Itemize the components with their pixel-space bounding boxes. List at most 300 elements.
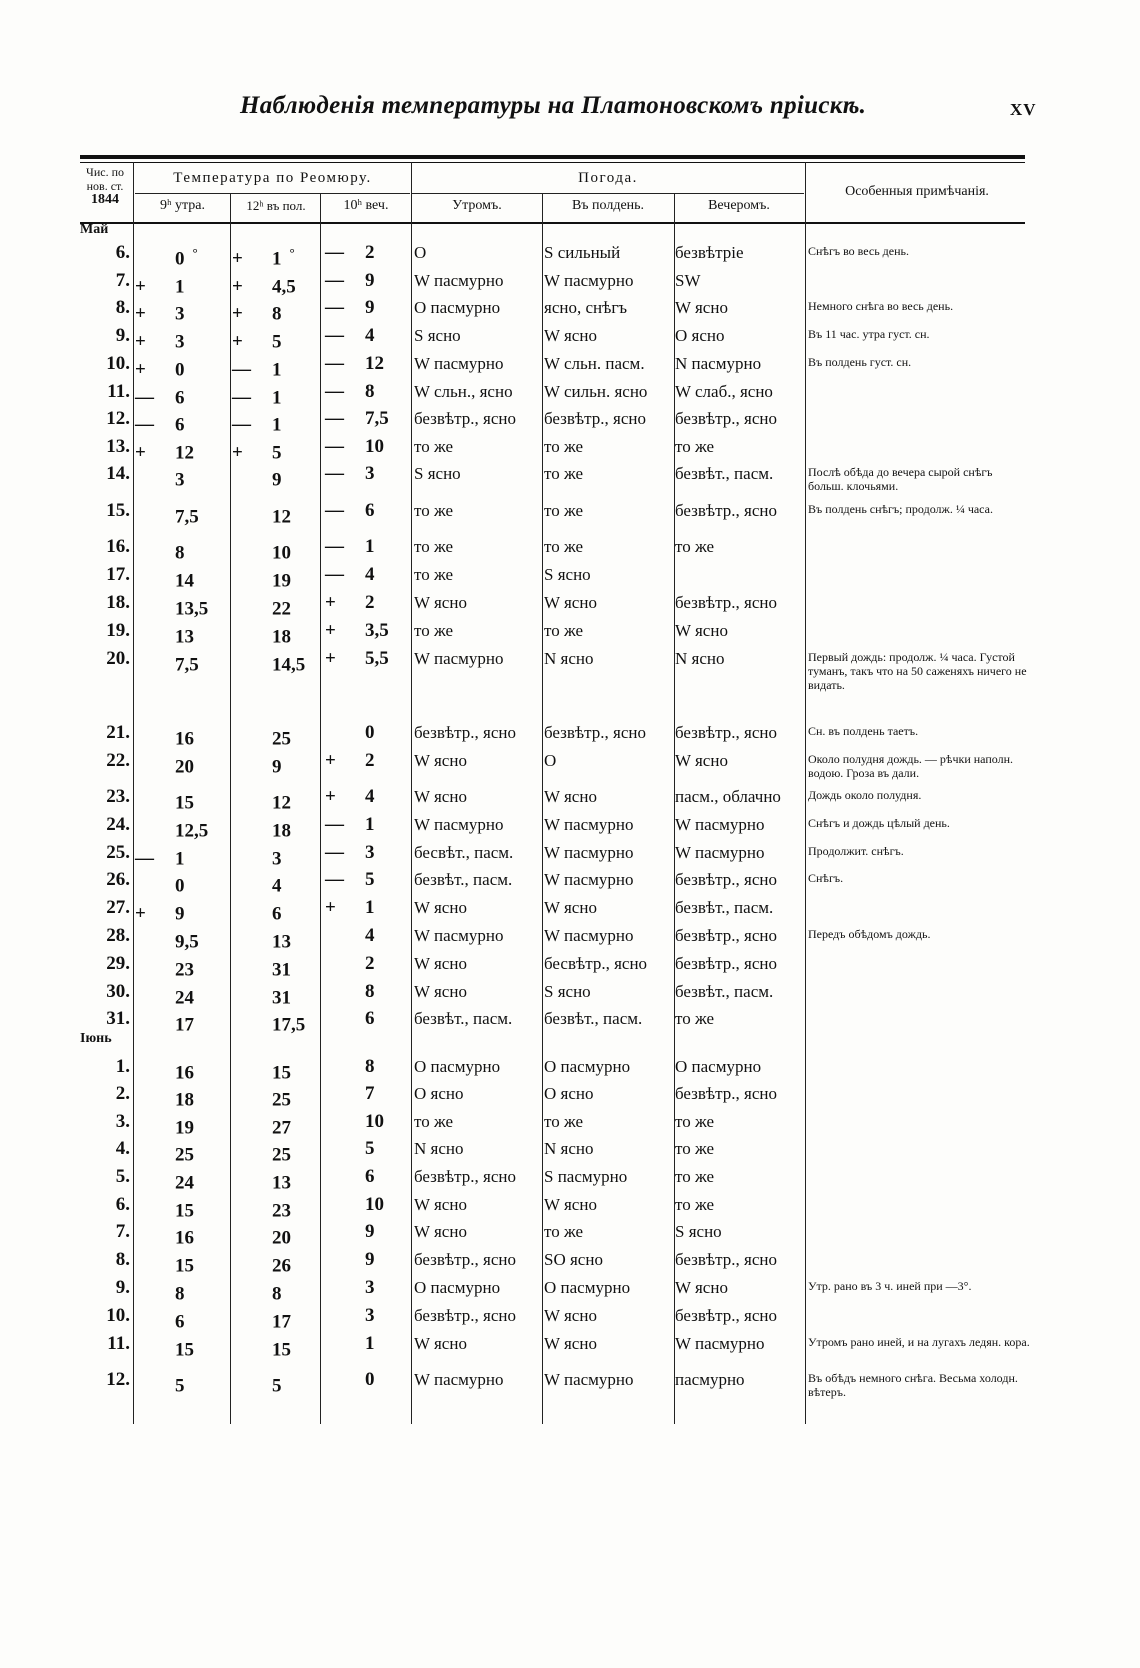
weather-noon-cell: W ясно [544,1334,597,1353]
weather-noon-cell: O ясно [544,1084,594,1103]
temp-cell [232,463,320,491]
weather-evening-cell: безвѣтр., ясно [675,926,777,945]
temp-sign: + [135,442,146,464]
temp-cell [232,648,320,676]
temp-value: 6 [175,414,185,436]
temp-value: 13 [272,931,291,953]
weather-morning-cell: безвѣт., пасм. [414,870,513,889]
temp-sign: — [232,414,251,436]
temp-sign: — [325,381,344,402]
temp-cell [135,463,230,491]
note-cell: Послѣ обѣда до вечера сырой снѣгъ больш. клочьями. [808,465,993,493]
weather-evening-cell: то же [675,1167,715,1186]
temp-value: 12 [272,506,291,528]
temp-value: 20 [272,1227,291,1249]
temp-cell [325,297,410,319]
temp-cell [232,1166,320,1194]
temp-value: 12 [175,442,194,464]
temp-sign: — [325,814,344,835]
temp-cell [135,297,230,325]
temp-cell [135,1008,230,1036]
weather-evening-cell: безвѣтр., ясно [675,1250,777,1269]
weather-morning-cell: безвѣтр., ясно [414,723,516,742]
temp-cell [135,1056,230,1084]
temp-cell [232,592,320,620]
temp-cell [232,722,320,750]
day-cell: 9. [115,325,130,346]
note-cell: Дождь около полудня. [808,788,922,802]
weather-noon-cell: W пасмурно [544,815,634,834]
weather-noon-cell: то же [544,1222,584,1241]
weather-noon-cell: S сильный [544,243,621,262]
temp-sign: — [325,353,344,374]
running-head: Наблюденія температуры на Платоновскомъ пріискѣ. [240,92,867,119]
col-divider [320,193,321,1424]
temp-sign: — [325,325,344,346]
day-cell: 23. [106,786,130,807]
temp-value: 6 [272,903,282,925]
temp-cell [325,925,410,947]
temp-value: 0 [175,359,185,381]
temp-sign: — [325,564,344,585]
note-cell: Около полудня дождь. — рѣчки наполн. водою. Гроза въ дали. [808,752,1014,780]
weather-noon-cell: ясно, снѣгъ [544,298,628,317]
weather-morning-cell: W пасмурно [414,815,504,834]
weather-morning-cell: W ясно [414,751,467,770]
w-morning-header: Утромъ. [452,198,502,213]
temp-value: 16 [175,1227,194,1249]
temp-cell [325,1194,410,1216]
weather-evening-cell: O пасмурно [675,1057,762,1076]
weather-noon-cell: W пасмурно [544,843,634,862]
temp-value: 8 [175,542,185,564]
temp-value: 17 [175,1014,194,1036]
temp-value: 9 [365,270,375,291]
temp-value: 22 [272,598,291,620]
temp-cell [135,925,230,953]
day-cell: 5. [115,1166,130,1187]
temp-value: 9 [272,756,282,778]
temp-cell [135,242,230,270]
temp-value: 4 [365,925,375,946]
temp-cell [232,1138,320,1166]
day-cell: 30. [106,981,130,1002]
temp-sign: — [325,536,344,557]
temp-cell [135,500,230,528]
temp-sign: + [135,276,146,298]
weather-morning-cell: N ясно [414,1139,464,1158]
day-cell: 13. [106,436,130,457]
temp-cell [232,564,320,592]
temp-value: 16 [175,1062,194,1084]
weather-morning-cell: W пасмурно [414,649,504,668]
temp-value: 9 [365,1249,375,1270]
temp-cell [135,981,230,1009]
weather-noon-cell: W сильн. ясно [544,382,648,401]
temp-value: 23 [272,1200,291,1222]
temp-cell [232,1083,320,1111]
weather-evening-cell: W ясно [675,621,728,640]
note-cell: Сн. въ полдень таетъ. [808,724,919,738]
weather-morning-cell: W пасмурно [414,1370,504,1389]
temp-cell [325,1249,410,1271]
day-cell: 12. [106,1369,130,1390]
day-cell: 19. [106,620,130,641]
col-divider [542,193,543,1424]
weather-evening-cell: безвѣтр., ясно [675,723,777,742]
weather-morning-cell: W ясно [414,1195,467,1214]
temp-value: 20 [175,756,194,778]
temp-value: 3 [175,469,185,491]
col-divider [230,193,231,1424]
temp-value: 8 [365,381,375,402]
temp-value: 9 [365,297,375,318]
temp-value: 6 [175,387,185,409]
temp-cell [325,1138,410,1160]
degree-sign: ° [289,245,295,260]
temp-cell [135,381,230,409]
temp-sign: — [325,408,344,429]
temp-value: 25 [272,1144,291,1166]
weather-morning-cell: безвѣт., пасм. [414,1009,513,1028]
day-cell: 11. [107,381,130,402]
weather-evening-cell: безвѣтр., ясно [675,954,777,973]
temp-cell [135,1249,230,1277]
day-cell: 25. [106,842,130,863]
temp-cell [135,722,230,750]
weather-morning-cell: то же [414,565,454,584]
temp-cell [232,786,320,814]
temp-cell [325,1369,410,1391]
temp-cell [325,536,410,558]
temp-sign: — [325,436,344,457]
temp-sign: + [325,648,336,669]
temp-cell [232,842,320,870]
weather-morning-cell: то же [414,501,454,520]
day-cell: 27. [106,897,130,918]
day-cell: 28. [106,925,130,946]
temp-value: 19 [272,570,291,592]
temp-sign: — [135,387,154,409]
temp-value: 6 [365,500,375,521]
temp-value: 15 [272,1062,291,1084]
weather-evening-cell: W пасмурно [675,843,765,862]
w-noon-header: Въ полдень. [571,198,645,213]
weather-subheader-rule [412,193,804,194]
weather-evening-cell: то же [675,537,715,556]
degree-sign: ° [192,245,198,260]
temp-value: 16 [175,728,194,750]
temp-value: 15 [175,1339,194,1361]
temp-sign: — [325,463,344,484]
temp-value: 1 [175,848,185,870]
note-cell: Передъ обѣдомъ дождь. [808,927,931,941]
temp-sign: — [232,359,251,381]
temp-cell [232,353,320,381]
temp-cell [325,1166,410,1188]
day-cell: 8. [115,297,130,318]
temp-value: 2 [365,242,375,263]
weather-morning-cell: W ясно [414,593,467,612]
note-cell: Въ полдень густ. сн. [808,355,912,369]
note-cell: Въ 11 час. утра густ. сн. [808,327,930,341]
day-cell: 4. [115,1138,130,1159]
temp-sign: — [135,848,154,870]
temp-cell [232,1221,320,1249]
temp-cell [325,750,410,772]
temp-value: 8 [175,1283,185,1305]
temp-cell [232,297,320,325]
temp-sign: + [232,331,243,353]
temp-value: 3 [175,331,185,353]
weather-morning-cell: то же [414,621,454,640]
day-cell: 21. [106,722,130,743]
weather-evening-cell: безвѣт., пасм. [675,898,774,917]
temp-sign: — [135,414,154,436]
weather-evening-cell: безвѣтр., ясно [675,1306,777,1325]
temp-cell [325,722,410,744]
temp-cell [232,869,320,897]
day-cell: 11. [107,1333,130,1354]
temp-cell [232,381,320,409]
weather-evening-cell: S ясно [675,1222,722,1241]
day-cell: 24. [106,814,130,835]
notes-header: Особенныя примѣчанія. [845,184,989,199]
temp-sign: + [232,276,243,298]
temp-cell [325,1221,410,1243]
temp-cell [232,1056,320,1084]
temp-value: 12 [365,353,384,374]
temp-cell [135,1333,230,1361]
weather-morning-cell: безвѣтр., ясно [414,409,516,428]
date-col-line3: 1844 [91,192,119,207]
temp-value: 13 [175,626,194,648]
temp-value: 17 [272,1311,291,1333]
weather-morning-cell: W пасмурно [414,354,504,373]
weather-evening-cell: безвѣтріе [675,243,744,262]
weather-noon-cell: то же [544,437,584,456]
temp-cell [135,897,230,925]
day-cell: 31. [106,1008,130,1029]
temp-sign: — [232,387,251,409]
temp-value: 12 [272,792,291,814]
temp-value: 3 [365,1277,375,1298]
temp-cell [232,1277,320,1305]
temp-value: 9 [365,1221,375,1242]
weather-morning-cell: то же [414,1112,454,1131]
temp-cell [232,536,320,564]
temp-cell [232,981,320,1009]
weather-noon-cell: W ясно [544,898,597,917]
weather-evening-cell: то же [675,1009,715,1028]
note-cell: Первый дождь: продолж. ¼ часа. Густой туманъ, такъ что на 50 саженяхъ ничего не видать. [808,650,1027,692]
weather-morning-cell: безвѣтр., ясно [414,1167,516,1186]
temperature-subheader-rule [135,193,410,194]
weather-evening-cell: безвѣт., пасм. [675,982,774,1001]
weather-evening-cell: SW [675,271,701,290]
temp-value: 4 [365,564,375,585]
weather-group-header: Погода. [578,170,638,186]
weather-morning-cell: то же [414,537,454,556]
temp-cell [135,953,230,981]
temp-value: 13 [272,1172,291,1194]
temp-cell [325,500,410,522]
temp-value: 0 [175,248,185,270]
temp-cell [325,463,410,485]
table-top-rule [80,155,1025,159]
note-cell: Продолжит. снѣгъ. [808,844,904,858]
weather-morning-cell: O пасмурно [414,1057,501,1076]
temp-value: 24 [175,1172,194,1194]
weather-morning-cell: O ясно [414,1084,464,1103]
temp-cell [135,564,230,592]
temp-value: 1 [272,387,282,409]
note-cell: Немного снѣга во весь день. [808,299,954,313]
t-evening-header: 10ʰ веч. [343,198,389,213]
temp-cell [325,564,410,586]
temp-sign: — [325,500,344,521]
temp-cell [232,270,320,298]
day-cell: 10. [106,353,130,374]
page-number: XV [1010,100,1037,119]
temp-value: 24 [175,987,194,1009]
temp-value: 10 [365,1111,384,1132]
temp-cell [232,750,320,778]
temp-cell [325,1083,410,1105]
weather-evening-cell: безвѣтр., ясно [675,593,777,612]
temp-value: 1 [365,536,375,557]
temp-sign: — [325,297,344,318]
temp-value: 5 [175,1375,185,1397]
temp-value: 12,5 [175,820,209,842]
temp-cell [232,500,320,528]
weather-noon-cell: безвѣтр., ясно [544,409,646,428]
temp-cell [325,408,410,430]
day-cell: 17. [106,564,130,585]
weather-morning-cell: безвѣтр., ясно [414,1250,516,1269]
day-cell: 12. [106,408,130,429]
temp-value: 6 [365,1008,375,1029]
temp-cell [232,1369,320,1397]
temp-value: 6 [175,1311,185,1333]
temp-value: 3,5 [365,620,389,641]
temp-cell [135,1194,230,1222]
temp-sign: + [325,897,336,918]
temp-sign: — [325,869,344,890]
temp-value: 15 [272,1339,291,1361]
day-cell: 3. [115,1111,130,1132]
temp-cell [325,353,410,375]
weather-noon-cell: то же [544,1112,584,1131]
weather-evening-cell: безвѣтр., ясно [675,501,777,520]
temp-value: 6 [365,1166,375,1187]
temp-sign: + [325,786,336,807]
month-label-may: Май [80,222,109,237]
temp-cell [135,814,230,842]
weather-evening-cell: N пасмурно [675,354,762,373]
temp-value: 1 [175,276,185,298]
note-cell: Въ полдень снѣгъ; продолж. ¼ часа. [808,502,993,516]
day-cell: 15. [106,500,130,521]
temp-cell [135,1083,230,1111]
weather-noon-cell: W сльн. пасм. [544,354,645,373]
temp-sign: — [325,842,344,863]
temp-cell [232,242,320,270]
weather-noon-cell: N ясно [544,1139,594,1158]
temp-value: 23 [175,959,194,981]
temp-cell [325,648,410,670]
weather-morning-cell: бесвѣт., пасм. [414,843,514,862]
weather-evening-cell: пасм., облачно [675,787,781,806]
temp-value: 3 [365,463,375,484]
temp-cell [232,1333,320,1361]
temp-cell [135,270,230,298]
temp-cell [232,814,320,842]
temp-cell [325,270,410,292]
weather-noon-cell: S ясно [544,982,591,1001]
day-cell: 6. [115,242,130,263]
temp-value: 1 [272,248,282,270]
temp-cell [325,1333,410,1355]
temp-value: 5 [365,1138,375,1159]
temp-value: 2 [365,953,375,974]
temp-cell [232,436,320,464]
temp-cell [135,1221,230,1249]
weather-noon-cell: S ясно [544,565,591,584]
temp-cell [232,897,320,925]
temp-cell [135,592,230,620]
temp-value: 8 [365,1056,375,1077]
weather-noon-cell: то же [544,501,584,520]
temp-value: 7 [365,1083,375,1104]
temp-cell [325,1056,410,1078]
weather-noon-cell: SO ясно [544,1250,603,1269]
w-evening-header: Вечеромъ. [708,198,770,213]
note-cell: Снѣгъ во весь день. [808,244,909,258]
temp-cell [325,1008,410,1030]
temp-value: 0 [365,722,375,743]
temp-cell [325,842,410,864]
temp-cell [232,408,320,436]
day-cell: 22. [106,750,130,771]
temp-cell [135,842,230,870]
temp-cell [135,750,230,778]
temp-cell [325,869,410,891]
temp-cell [325,381,410,403]
weather-evening-cell: W пасмурно [675,815,765,834]
weather-evening-cell: то же [675,1139,715,1158]
date-col-line2: нов. ст. [86,179,124,193]
temp-value: 2 [365,750,375,771]
temp-cell [232,1305,320,1333]
temp-value: 7,5 [175,506,199,528]
temp-value: 4 [365,786,375,807]
temp-value: 4 [365,325,375,346]
weather-morning-cell: S ясно [414,464,461,483]
col-divider [805,162,806,1424]
t-morning-header: 9ʰ утра. [159,198,205,213]
weather-morning-cell: W пасмурно [414,271,504,290]
temp-cell [135,408,230,436]
temp-value: 0 [365,1369,375,1390]
temp-value: 15 [175,792,194,814]
weather-evening-cell: безвѣтр., ясно [675,1084,777,1103]
weather-noon-cell: W пасмурно [544,271,634,290]
note-cell: Снѣгъ. [808,871,844,885]
temp-cell [232,1249,320,1277]
temp-value: 7,5 [175,654,199,676]
day-cell: 16. [106,536,130,557]
